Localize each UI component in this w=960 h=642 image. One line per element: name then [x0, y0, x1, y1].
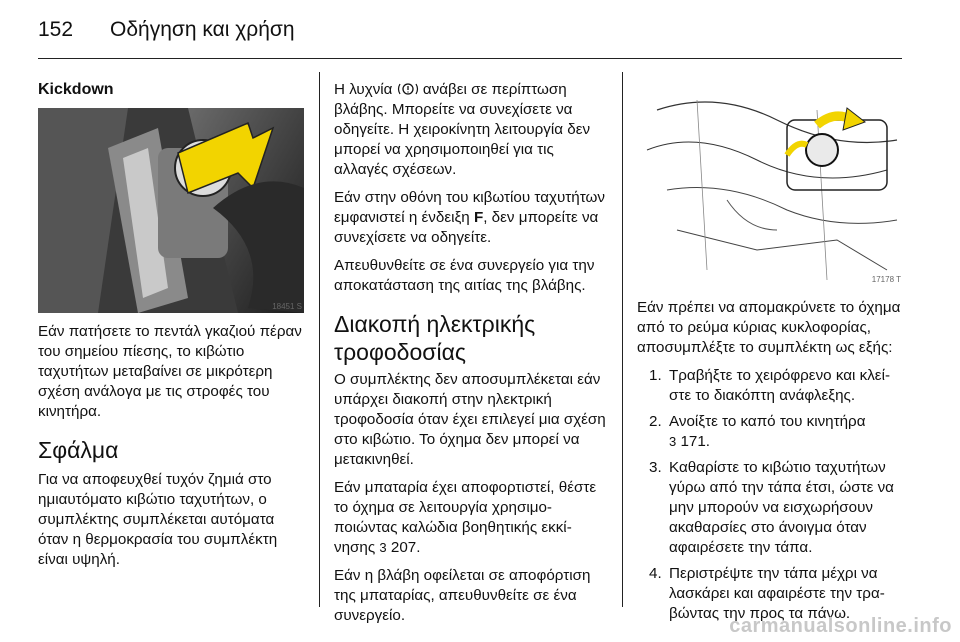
engine-bay-figure — [637, 80, 903, 286]
page-reference-icon: 3 — [379, 540, 387, 555]
workshop-paragraph: Απευθυνθείτε σε ένα συνεργείο για την αποκατάσταση της αιτίας της βλάβης. — [334, 257, 595, 294]
page-title: Οδήγηση και χρήση — [110, 18, 295, 41]
watermark: carmanualsonline.info — [729, 615, 952, 637]
step-item — [637, 366, 907, 406]
pedal-figure — [38, 108, 304, 313]
jump-start-paragraph — [334, 478, 606, 558]
step-number: 4. — [649, 565, 662, 582]
declutch-steps — [637, 366, 907, 624]
section-heading-power-interruption: Διακοπή ηλεκτρικής τροφοδοσίας — [334, 311, 536, 365]
column-3-body — [637, 298, 907, 630]
header-rule — [38, 58, 902, 59]
page-reference-icon: 3 — [669, 434, 677, 449]
image-code-2: 17178 T — [871, 275, 901, 284]
warning-text-start: Η λυχνία — [334, 81, 397, 98]
step-number: 3. — [649, 459, 662, 476]
column-1 — [38, 80, 304, 100]
declutch-intro: Εάν πρέπει να απομακρύνετε το όχημα από το ρεύμα κύριας κυκλοφορίας, αποσυμπλέξτε το συμπλέκτη ως εξής: — [637, 299, 901, 356]
step-number: 2. — [649, 413, 662, 430]
jump-start-page-ref[interactable]: 207. — [390, 539, 421, 556]
column-divider-1 — [319, 72, 320, 607]
step-item — [637, 412, 907, 452]
warning-lamp-paragraph — [334, 80, 606, 180]
kickdown-paragraph: Εάν πατήσετε το πεντάλ γκαζιού πέραν του σημείου πίεσης, το κιβώτιο ταχυτήτων μεταβαίνει σε μικρότερη σχέση ανάλογα με τις στροφές του κινητήρα. — [38, 323, 302, 420]
step-text: Περιστρέψτε την τάπα μέχρι να λασκάρει και αφαιρέστε την τραβώντας την προς τα πάνω. — [669, 565, 885, 622]
power-interruption-paragraph: Ο συμπλέκτης δεν αποσυμπλέκεται εάν υπάρχει διακοπή στην ηλεκτρική τροφοδοσία όταν έχει επιλεγεί μια σχέση στο κιβώτιο. Το όχημα δεν μπορεί να μετακινηθεί. — [334, 371, 606, 468]
jump-start-text: Εάν μπαταρία έχει αποφορτιστεί, θέστε το όχημα σε λειτουργία χρησιμοποιώντας καλώδια βοηθητικής εκκίνησης — [334, 479, 597, 556]
display-f-text-end: , δεν μπορείτε να συνεχίσετε να οδηγείτε. — [334, 209, 599, 246]
step-text: Ανοίξτε το καπό του κινητήρα — [669, 413, 866, 430]
step-text: Τραβήξτε το χειρόφρενο και κλείστε το διακόπτη ανάφλεξης. — [669, 367, 891, 404]
warning-text-end: ανάβει σε περίπτωση βλάβης. Μπορείτε να συνεχίσετε να οδηγείτε. Η χειροκίνητη λειτουργία δεν μπορεί να χρησιμοποιηθεί για τις αλλαγές σχέσεων. — [334, 81, 591, 178]
kickdown-illustration — [38, 108, 304, 313]
section-heading-kickdown: Kickdown — [38, 81, 114, 98]
step-page-ref[interactable]: 171. — [680, 433, 711, 450]
transmission-warning-icon — [397, 82, 419, 96]
battery-workshop-paragraph: Εάν η βλάβη οφείλεται σε αποφόρτιση της μπαταρίας, απευθυνθείτε σε ένα συνεργείο. — [334, 567, 591, 624]
column-1-body — [38, 322, 304, 578]
step-number: 1. — [649, 367, 662, 384]
column-divider-2 — [622, 72, 623, 607]
display-f-letter: F — [473, 209, 484, 226]
section-heading-fault: Σφάλμα — [38, 437, 119, 463]
fault-paragraph: Για να αποφευχθεί τυχόν ζημιά στο ημιαυτόματο κιβώτιο ταχυτήτων, ο συμπλέκτης συμπλέκεται αυτόματα όταν η θερμοκρασία του συμπλέκτη είναι υψηλή. — [38, 471, 278, 568]
page-number: 152 — [38, 18, 74, 41]
display-f-paragraph — [334, 188, 606, 248]
step-item — [637, 458, 907, 558]
display-f-text-start: Εάν στην οθόνη του κιβωτίου ταχυτήτων εμφανιστεί η ένδειξη — [334, 189, 605, 226]
image-code-1: 18451 S — [272, 302, 302, 311]
column-2 — [334, 80, 606, 634]
step-text: Καθαρίστε το κιβώτιο ταχυτήτων γύρω από την τάπα έτσι, ώστε να μην μπορούν να εισχωρήσουν ακαθαρσίες στο άνοιγμα όταν αφαιρέσετε την τάπα. — [669, 459, 894, 556]
gearbox-plug-illustration — [637, 80, 903, 286]
